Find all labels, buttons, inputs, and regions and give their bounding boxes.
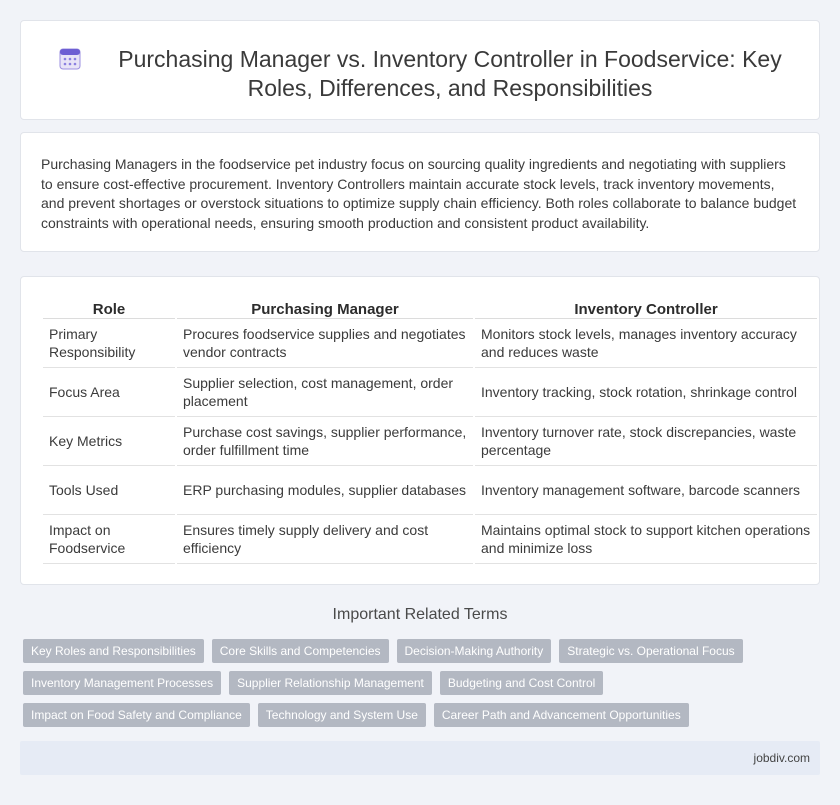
page-title: Purchasing Manager vs. Inventory Controller in Foodservice: Key Roles, Differences, and Responsibilities [118, 46, 782, 101]
row-inventory-controller: Inventory turnover rate, stock discrepancies, waste percentage [475, 417, 817, 466]
related-terms-tags [23, 639, 803, 735]
table-row [43, 515, 817, 564]
row-role: Tools Used [43, 466, 175, 515]
row-role: Primary Responsibility [43, 319, 175, 368]
header-inventory-controller: Inventory Controller [475, 295, 817, 319]
comparison-table-card [20, 276, 820, 585]
intro-card [20, 132, 820, 252]
header-card [20, 20, 820, 120]
tag-career-path[interactable]: Career Path and Advancement Opportunities [434, 703, 689, 727]
row-purchasing-manager: ERP purchasing modules, supplier databases [177, 466, 473, 515]
footer-site-link[interactable]: jobdiv.com [753, 751, 810, 765]
tag-food-safety[interactable]: Impact on Food Safety and Compliance [23, 703, 250, 727]
row-inventory-controller: Maintains optimal stock to support kitchen operations and minimize loss [475, 515, 817, 564]
row-role: Impact on Foodservice [43, 515, 175, 564]
row-role: Key Metrics [43, 417, 175, 466]
tag-inventory-processes[interactable]: Inventory Management Processes [23, 671, 221, 695]
table-row [43, 368, 817, 417]
table-row [43, 319, 817, 368]
tag-strategic-vs-operational[interactable]: Strategic vs. Operational Focus [559, 639, 742, 663]
row-role: Focus Area [43, 368, 175, 417]
tag-budgeting[interactable]: Budgeting and Cost Control [440, 671, 603, 695]
row-purchasing-manager: Supplier selection, cost management, order placement [177, 368, 473, 417]
tag-decision-making[interactable]: Decision-Making Authority [397, 639, 552, 663]
row-purchasing-manager: Ensures timely supply delivery and cost efficiency [177, 515, 473, 564]
header-role: Role [43, 295, 175, 319]
comparison-table [41, 295, 819, 564]
table-row [43, 417, 817, 466]
row-purchasing-manager: Procures foodservice supplies and negotiates vendor contracts [177, 319, 473, 368]
intro-paragraph: Purchasing Managers in the foodservice pet industry focus on sourcing quality ingredients and negotiating with suppliers to ensure cost-effective procurement. Inventory Controllers maintain accurate stock levels, track inventory movements, and prevent shortages or overstock situations to optimize supply chain efficiency. Both roles collaborate to balance budget constraints with operational needs, ensuring smooth production and consistent product availability. [41, 156, 797, 231]
row-inventory-controller: Inventory management software, barcode scanners [475, 466, 817, 515]
related-terms-title: Important Related Terms [332, 606, 508, 623]
row-purchasing-manager: Purchase cost savings, supplier performance, order fulfillment time [177, 417, 473, 466]
row-inventory-controller: Inventory tracking, stock rotation, shrinkage control [475, 368, 817, 417]
tag-supplier-relationship[interactable]: Supplier Relationship Management [229, 671, 432, 695]
tag-core-skills[interactable]: Core Skills and Competencies [212, 639, 389, 663]
table-header-row [43, 295, 817, 319]
footer [20, 741, 820, 775]
tag-key-roles[interactable]: Key Roles and Responsibilities [23, 639, 204, 663]
row-inventory-controller: Monitors stock levels, manages inventory accuracy and reduces waste [475, 319, 817, 368]
table-row [43, 466, 817, 515]
header-purchasing-manager: Purchasing Manager [177, 295, 473, 319]
tag-technology[interactable]: Technology and System Use [258, 703, 426, 727]
